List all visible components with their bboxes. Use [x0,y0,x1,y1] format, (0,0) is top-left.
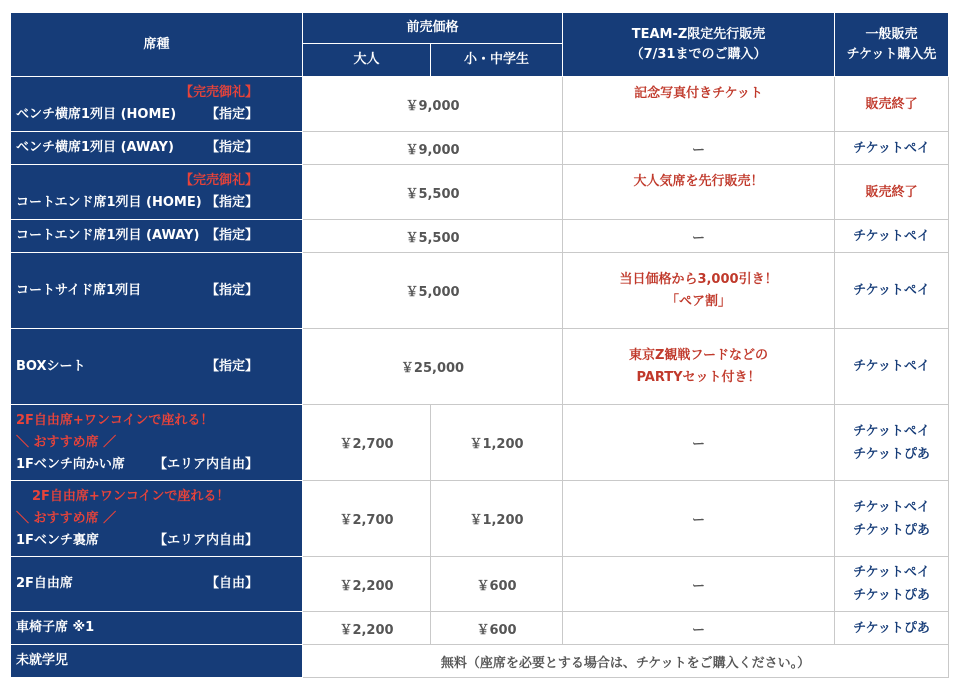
seat-name: 車椅子席 ※1 [16,620,95,635]
header-adult: 大人 [303,44,431,77]
seat-name-cell [11,77,303,132]
seat-name-cell [11,405,303,481]
seat-name-cell [11,557,303,612]
purchase-link-ticketpay[interactable]: チケットペイ [853,499,930,515]
promo-line: 2F自由席+ワンコインで座れる！ [16,412,214,428]
child-price: ￥1,200 [431,481,563,557]
adult-price: ￥2,700 [303,405,431,481]
seat-tag: 【自由】 [205,576,258,591]
seat-tag: 【指定】 [205,228,258,243]
table-row [11,557,949,612]
table-row [11,329,949,405]
child-price: ￥600 [431,557,563,612]
header-general [835,13,949,77]
seat-name-cell [11,220,303,253]
child-price: ￥1,200 [431,405,563,481]
seat-name: コートエンド席1列目 (AWAY) [16,228,200,243]
seat-tag: 【指定】 [205,195,258,210]
presale-price: ￥5,500 [303,220,563,253]
purchase-link-ticketpay[interactable]: チケットペイ [853,423,930,439]
teamz-note: ー [563,405,835,481]
table-row [11,612,949,645]
table-row [11,165,949,220]
seat-name: コートサイド席1列目 [16,282,142,298]
purchase-link-ticketpay[interactable]: チケットペイ [835,132,949,165]
header-presale: 前売価格 [303,13,563,44]
table-row [11,645,949,678]
recommend-line: ＼ おすすめ席 ／ [16,434,117,450]
purchase-links [835,557,949,612]
seat-name: 1Fベンチ裏席 [16,532,99,548]
seat-tag: 【指定】 [205,358,258,374]
teamz-note: ー [563,612,835,645]
purchase-links [835,405,949,481]
purchase-link-ticketpay[interactable]: チケットペイ [835,253,949,329]
header-seat: 席種 [11,13,303,77]
seat-name: ベンチ横席1列目 (AWAY) [16,140,174,155]
purchase-link-ticketpia[interactable]: チケットぴあ [853,522,930,538]
header-teamz-line2: （7/31までのご購入） [630,46,767,62]
teamz-note: ー [563,557,835,612]
adult-price: ￥2,200 [303,612,431,645]
header-child: 小・中学生 [431,44,563,77]
sold-out-badge: 【完売御礼】 [179,173,258,188]
table-row [11,481,949,557]
seat-name: コートエンド席1列目 (HOME) [16,195,202,210]
seat-tag: 【指定】 [205,282,258,298]
seat-name-cell [11,481,303,557]
seat-tag: 【指定】 [205,140,258,155]
seat-name: 1Fベンチ向かい席 [16,456,125,472]
header-teamz [563,13,835,77]
teamz-note-line1: 当日価格から3,000引き！ [619,271,778,287]
teamz-note-line1: 東京Z観戦フードなどの [628,347,769,363]
purchase-link-ticketpay[interactable]: チケットペイ [835,220,949,253]
presale-price: ￥5,000 [303,253,563,329]
header-teamz-line1: TEAM-Z限定先行販売 [631,27,766,42]
purchase-link-ticketpay[interactable]: チケットペイ [835,329,949,405]
presale-price: ￥25,000 [303,329,563,405]
promo-line: 2F自由席+ワンコインで座れる！ [32,488,230,504]
purchase-status: 販売終了 [835,77,949,132]
teamz-note [563,329,835,405]
free-note: 無料（座席を必要とする場合は、チケットをご購入ください。） [303,645,949,678]
adult-price: ￥2,700 [303,481,431,557]
header-general-line1: 一般販売 [865,27,918,42]
presale-price: ￥9,000 [303,132,563,165]
seat-name-cell [11,132,303,165]
purchase-links [835,481,949,557]
seat-name-cell [11,253,303,329]
teamz-note-line2: 「ペア割」 [666,293,732,309]
recommend-line: ＼ おすすめ席 ／ [16,510,117,526]
purchase-link-ticketpia[interactable]: チケットぴあ [835,612,949,645]
seat-name-cell [11,329,303,405]
purchase-link-ticketpia[interactable]: チケットぴあ [853,446,930,462]
child-price: ￥600 [431,612,563,645]
teamz-note-line2: PARTYセット付き！ [636,369,761,385]
table-row [11,220,949,253]
sold-out-badge: 【完売御礼】 [179,85,258,100]
seat-name: 未就学児 [16,653,69,668]
presale-price: ￥9,000 [303,77,563,132]
table-row [11,132,949,165]
seat-tag: 【指定】 [205,107,258,122]
seat-name: BOXシート [16,358,86,374]
teamz-note: ー [563,132,835,165]
presale-price: ￥5,500 [303,165,563,220]
header-general-line2: チケット購入先 [846,46,937,62]
purchase-link-ticketpia[interactable]: チケットぴあ [853,588,930,603]
teamz-note: ー [563,481,835,557]
seat-name: ベンチ横席1列目 (HOME) [16,107,177,122]
teamz-note: 記念写真付きチケット [563,77,835,132]
table-row [11,253,949,329]
purchase-status: 販売終了 [835,165,949,220]
seat-name-cell [11,612,303,645]
table-row [11,77,949,132]
seat-tag: 【エリア内自由】 [153,456,258,472]
seat-tag: 【エリア内自由】 [153,532,258,548]
teamz-note: ー [563,220,835,253]
seat-name-cell [11,645,303,678]
teamz-note [563,253,835,329]
purchase-link-ticketpay[interactable]: チケットペイ [853,565,930,580]
seat-name-cell [11,165,303,220]
table-row [11,405,949,481]
adult-price: ￥2,200 [303,557,431,612]
seat-name: 2F自由席 [16,576,73,591]
teamz-note: 大人気席を先行販売！ [563,165,835,220]
ticket-price-table [10,12,949,678]
